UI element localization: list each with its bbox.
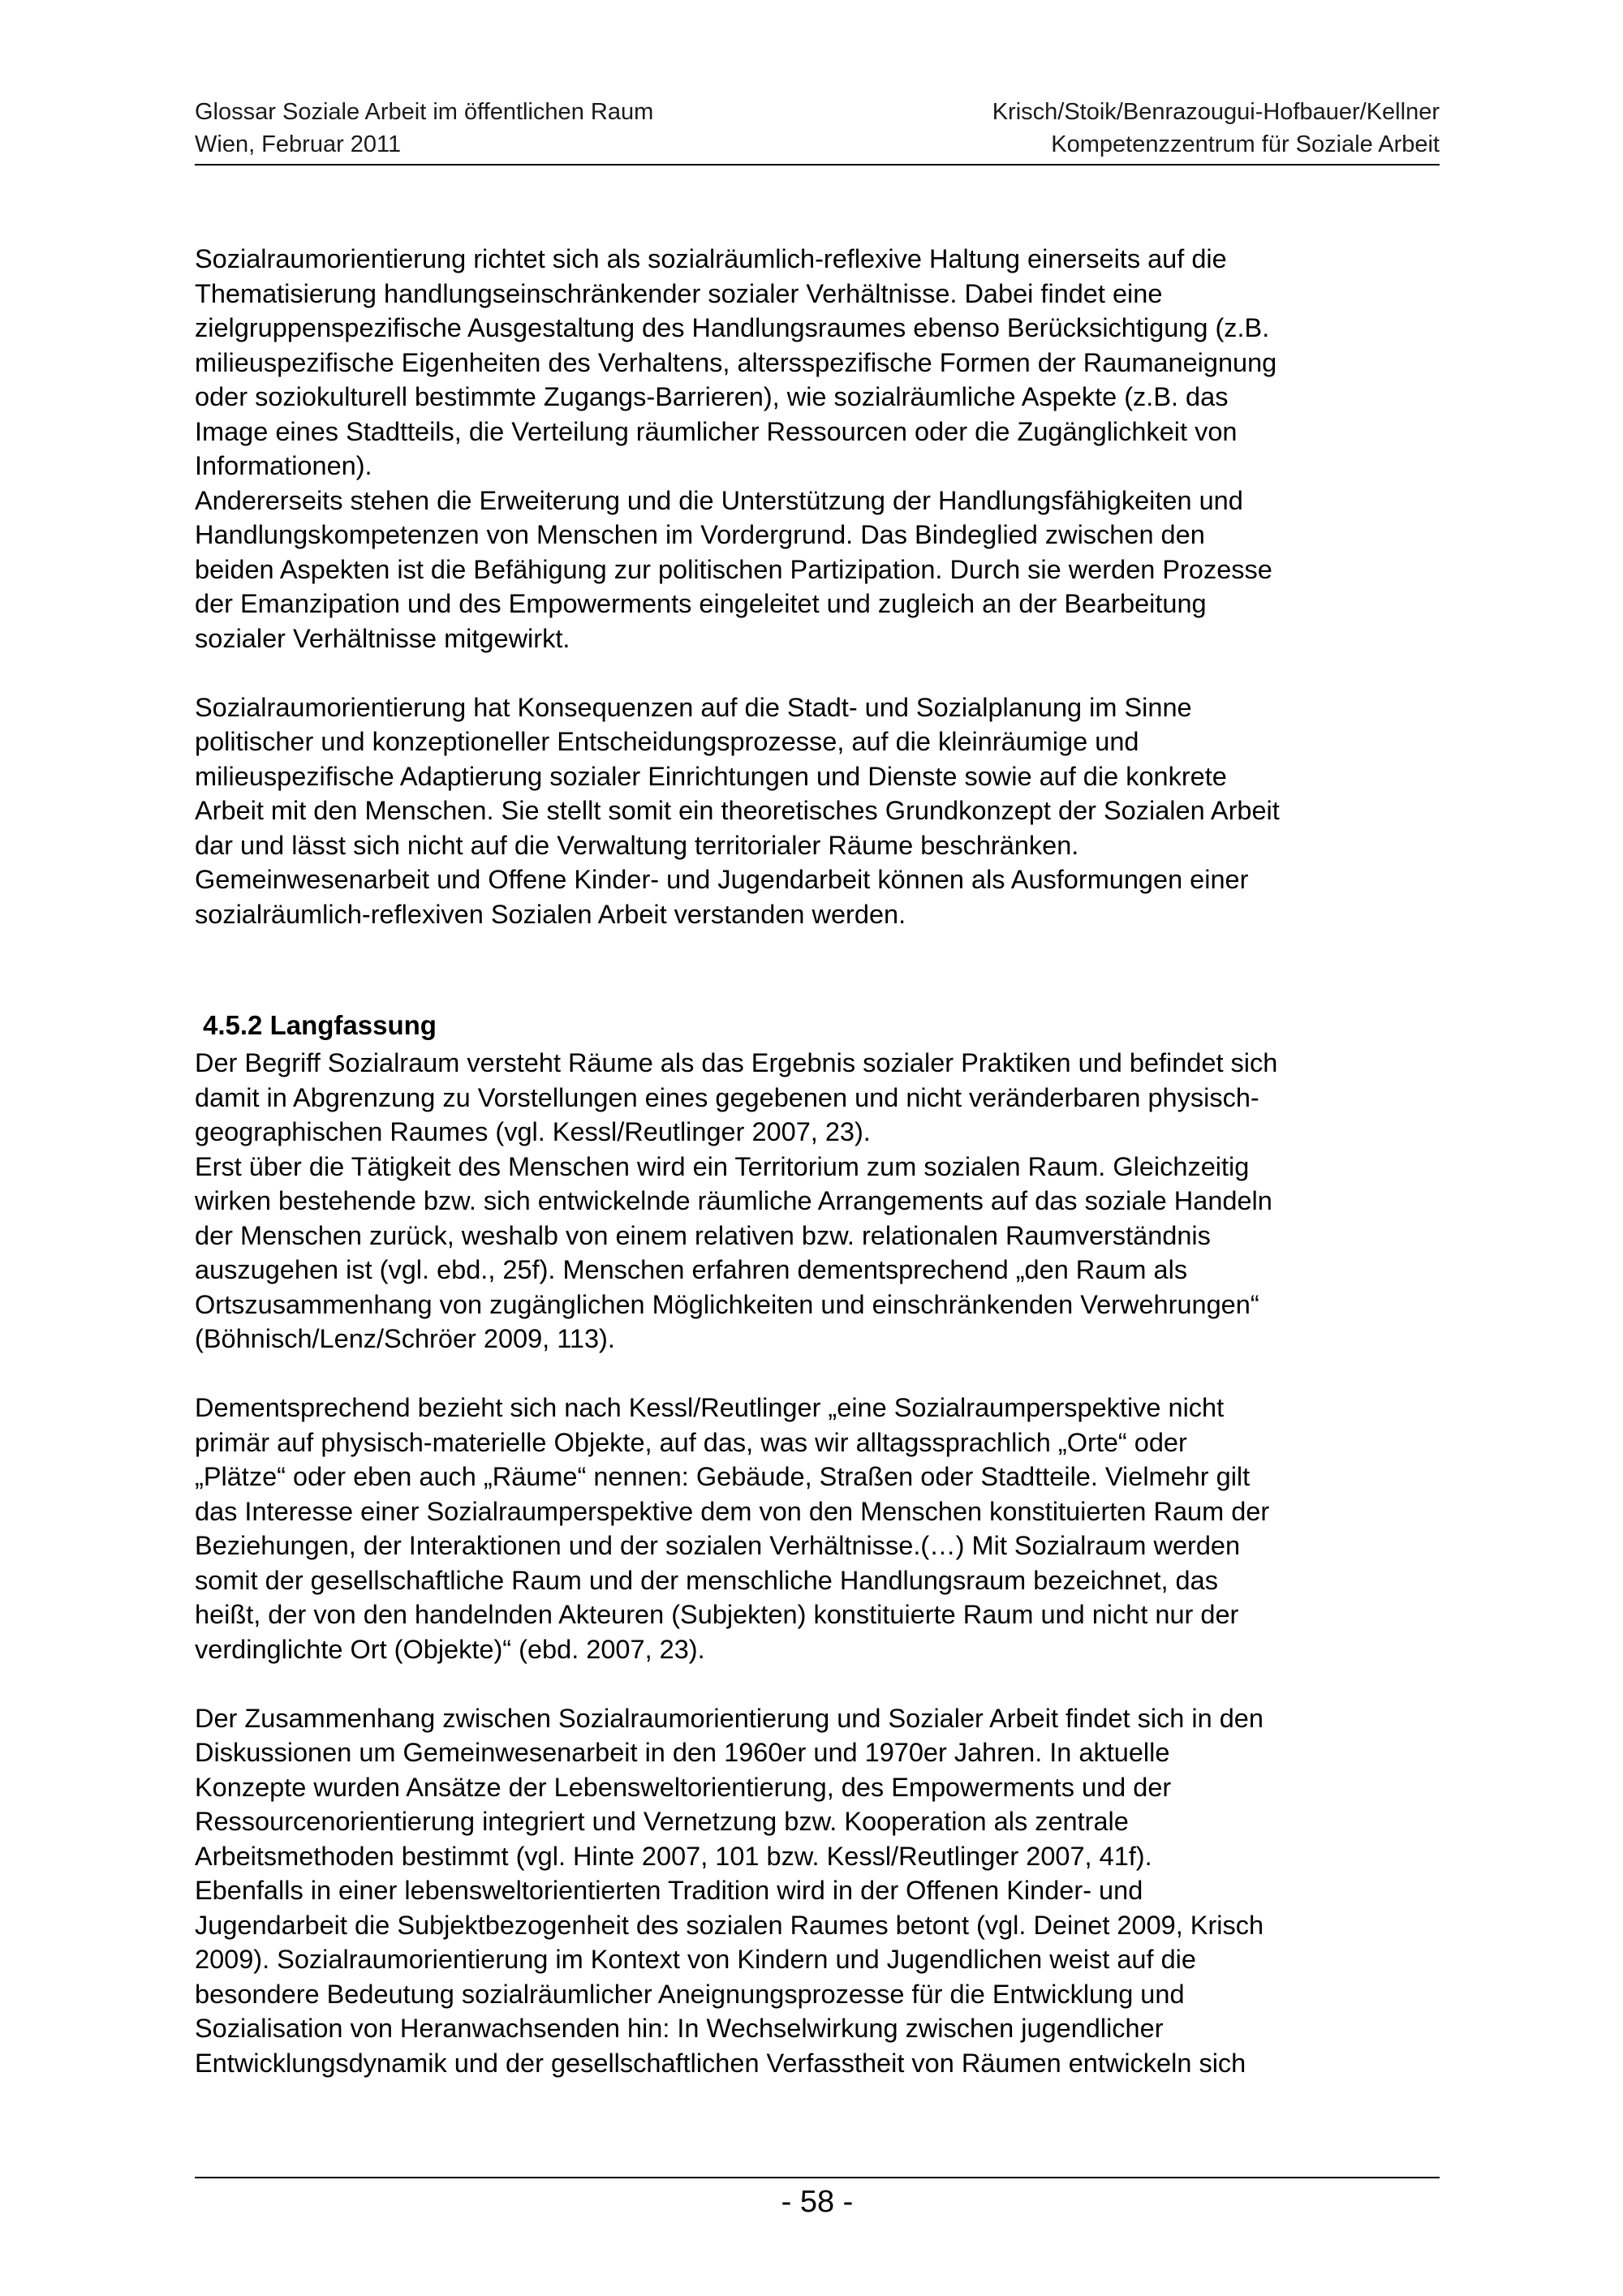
text-line: Ebenfalls in einer lebensweltorientierten Tradition wird in der Offenen Kinder- und bbox=[195, 1876, 1143, 1905]
footer-divider bbox=[195, 2177, 1440, 2178]
text-line: primär auf physisch-materielle Objekte, auf das, was wir alltagssprachlich „Orte“ oder bbox=[195, 1427, 1187, 1457]
page-header bbox=[195, 96, 1440, 166]
text-line: oder soziokulturell bestimmte Zugangs-Barrieren), wie sozialräumliche Aspekte (z.B. das bbox=[195, 382, 1229, 411]
text-line: Beziehungen, der Interaktionen und der sozialen Verhältnisse.(…) Mit Sozialraum werden bbox=[195, 1531, 1241, 1560]
text-line: Ressourcenorientierung integriert und Vernetzung bzw. Kooperation als zentrale bbox=[195, 1807, 1129, 1836]
text-line: Jugendarbeit die Subjektbezogenheit des sozialen Raumes betont (vgl. Deinet 2009, Krisch bbox=[195, 1910, 1264, 1940]
text-line: verdinglichte Ort (Objekte)“ (ebd. 2007, 23). bbox=[195, 1634, 705, 1664]
paragraph-block-4 bbox=[195, 1391, 1444, 1666]
text-line: 2009). Sozialraumorientierung im Kontext von Kindern und Jugendlichen weist auf die bbox=[195, 1945, 1196, 1974]
text-line: zielgruppenspezifische Ausgestaltung des Handlungsraumes ebenso Berücksichtigung (z.B. bbox=[195, 313, 1270, 342]
text-line: somit der gesellschaftliche Raum und der menschliche Handlungsraum bezeichnet, das bbox=[195, 1565, 1218, 1595]
text-line: auszugehen ist (vgl. ebd., 25f). Menschen erfahren dementsprechend „den Raum als bbox=[195, 1255, 1188, 1284]
paragraph-spacer bbox=[195, 656, 1444, 690]
header-document-title: Glossar Soziale Arbeit im öffentlichen Raum bbox=[195, 99, 654, 125]
text-line: „Plätze“ oder eben auch „Räume“ nennen: Gebäude, Straßen oder Stadtteile. Vielmehr gilt bbox=[195, 1462, 1251, 1491]
text-line: Konzepte wurden Ansätze der Lebensweltorientierung, des Empowerments und der bbox=[195, 1772, 1172, 1802]
paragraph-block-2 bbox=[195, 690, 1444, 932]
text-line: Der Begriff Sozialraum versteht Räume als das Ergebnis sozialer Praktiken und befindet sich bbox=[195, 1048, 1278, 1077]
paragraph-spacer bbox=[195, 1666, 1444, 1701]
paragraph-spacer bbox=[195, 1357, 1444, 1391]
header-institution: Kompetenzzentrum für Soziale Arbeit bbox=[1051, 131, 1440, 157]
paragraph-block-3 bbox=[195, 1046, 1444, 1357]
text-line: Gemeinwesenarbeit und Offene Kinder- und Jugendarbeit können als Ausformungen einer bbox=[195, 865, 1249, 894]
text-line: Diskussionen um Gemeinwesenarbeit in den 1960er und 1970er Jahren. In aktuelle bbox=[195, 1738, 1170, 1767]
text-line: das Interesse einer Sozialraumperspektive dem von den Menschen konstituierten Raum der bbox=[195, 1496, 1270, 1526]
paragraph-block-1 bbox=[195, 242, 1444, 656]
page-number: - 58 - bbox=[781, 2185, 854, 2219]
text-line: Dementsprechend bezieht sich nach Kessl/Reutlinger „eine Sozialraumperspektive nicht bbox=[195, 1393, 1225, 1422]
text-line: Der Zusammenhang zwischen Sozialraumorientierung und Sozialer Arbeit findet sich in den bbox=[195, 1703, 1264, 1733]
text-line: besondere Bedeutung sozialräumlicher Aneignungsprozesse für die Entwicklung und bbox=[195, 1979, 1185, 2009]
text-line: damit in Abgrenzung zu Vorstellungen eines gegebenen und nicht veränderbaren physisch- bbox=[195, 1082, 1259, 1112]
text-line: wirken bestehende bzw. sich entwickelnde räumliche Arrangements auf das soziale Handeln bbox=[195, 1186, 1272, 1215]
text-line: Arbeitsmethoden bestimmt (vgl. Hinte 2007, 101 bzw. Kessl/Reutlinger 2007, 41f). bbox=[195, 1841, 1152, 1871]
page-body bbox=[195, 242, 1444, 2080]
header-left bbox=[195, 96, 653, 161]
text-line: Sozialisation von Heranwachsenden hin: In Wechselwirkung zwischen jugendlicher bbox=[195, 2014, 1164, 2043]
header-authors: Krisch/Stoik/Benrazougui-Hofbauer/Kellner bbox=[992, 99, 1440, 125]
text-line: Sozialraumorientierung hat Konsequenzen auf die Stadt- und Sozialplanung im Sinne bbox=[195, 692, 1192, 722]
text-line: politischer und konzeptioneller Entscheidungsprozesse, auf die kleinräumige und bbox=[195, 727, 1139, 756]
text-line: milieuspezifische Adaptierung sozialer Einrichtungen und Dienste sowie auf die konkrete bbox=[195, 761, 1227, 791]
header-date: Wien, Februar 2011 bbox=[195, 131, 402, 157]
text-line: Arbeit mit den Menschen. Sie stellt somit ein theoretisches Grundkonzept der Sozialen Arbeit bbox=[195, 796, 1280, 825]
section-spacer bbox=[195, 931, 1444, 1008]
text-line: geographischen Raumes (vgl. Kessl/Reutlinger 2007, 23). bbox=[195, 1117, 871, 1146]
header-right bbox=[992, 96, 1440, 161]
text-line: Image eines Stadtteils, die Verteilung räumlicher Ressourcen oder die Zugänglichkeit von bbox=[195, 416, 1238, 446]
text-line: der Menschen zurück, weshalb von einem relativen bzw. relationalen Raumverständnis bbox=[195, 1220, 1211, 1250]
text-line: milieuspezifische Eigenheiten des Verhaltens, altersspezifische Formen der Raumaneignung bbox=[195, 347, 1277, 377]
text-line: Entwicklungsdynamik und der gesellschaftlichen Verfasstheit von Räumen entwickeln sich bbox=[195, 2048, 1246, 2078]
text-line: sozialer Verhältnisse mitgewirkt. bbox=[195, 623, 570, 653]
text-line: Informationen). bbox=[195, 451, 372, 480]
text-line: Ortszusammenhang von zugänglichen Möglichkeiten und einschränkenden Verwehrungen“ bbox=[195, 1289, 1259, 1319]
text-line: dar und lässt sich nicht auf die Verwaltung territorialer Räume beschränken. bbox=[195, 830, 1079, 860]
text-line: heißt, der von den handelnden Akteuren (Subjekten) konstituierte Raum und nicht nur der bbox=[195, 1600, 1239, 1629]
section-heading: 4.5.2 Langfassung bbox=[203, 1010, 437, 1040]
text-line: beiden Aspekten ist die Befähigung zur politischen Partizipation. Durch sie werden Prozesse bbox=[195, 554, 1272, 584]
text-line: Sozialraumorientierung richtet sich als sozialräumlich-reflexive Haltung einerseits auf die bbox=[195, 244, 1227, 273]
text-line: Handlungskompetenzen von Menschen im Vordergrund. Das Bindeglied zwischen den bbox=[195, 520, 1205, 549]
text-line: Thematisierung handlungseinschränkender sozialer Verhältnisse. Dabei findet eine bbox=[195, 278, 1163, 308]
text-line: der Emanzipation und des Empowerments eingeleitet und zugleich an der Bearbeitung bbox=[195, 589, 1207, 618]
text-line: sozialräumlich-reflexiven Sozialen Arbeit verstanden werden. bbox=[195, 899, 906, 929]
text-line: (Böhnisch/Lenz/Schröer 2009, 113). bbox=[195, 1324, 615, 1353]
text-line: Andererseits stehen die Erweiterung und die Unterstützung der Handlungsfähigkeiten und bbox=[195, 485, 1243, 515]
text-line: Erst über die Tätigkeit des Menschen wird ein Territorium zum sozialen Raum. Gleichzeitig bbox=[195, 1151, 1250, 1181]
paragraph-block-5 bbox=[195, 1701, 1444, 2081]
